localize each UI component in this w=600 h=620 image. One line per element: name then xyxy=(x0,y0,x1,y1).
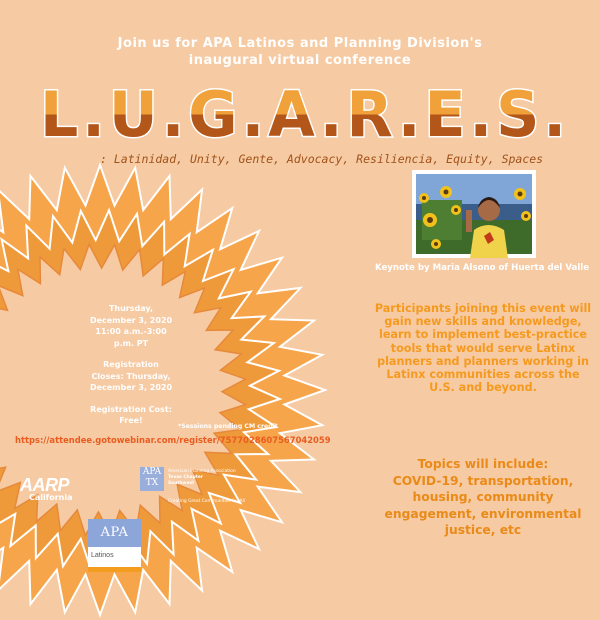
reg-line-3: December 3, 2020 xyxy=(89,383,173,392)
apa-latinos-logo xyxy=(88,519,141,572)
apa-tx-line-1: American Planning Association xyxy=(168,469,236,474)
apa-tx-line-3: Southwest xyxy=(168,481,195,486)
cost-line-2: Free! xyxy=(119,416,143,425)
date-line-2: December 3, 2020 xyxy=(89,315,173,325)
keynote-photo xyxy=(412,170,536,258)
event-date xyxy=(66,303,196,349)
aarp-sub: California xyxy=(29,493,73,502)
intro-line-2: inaugural virtual conference xyxy=(188,53,412,68)
event-info xyxy=(66,303,196,437)
topics-section xyxy=(372,456,594,539)
intro-line-1: Join us for APA Latinos and Planning Division's xyxy=(117,36,483,51)
time-line-1: 11:00 a.m.-3:00 xyxy=(95,327,167,336)
sunflower-photo-image xyxy=(412,170,536,258)
apa-latinos-mark: APA xyxy=(88,519,141,547)
registration-cost xyxy=(66,404,196,427)
title-text: L.U.G.A.R.E.S. xyxy=(40,78,570,151)
apa-tx-line-2: Texas Chapter xyxy=(168,475,204,480)
registration-link[interactable]: https://attendee.gotowebinar.com/register/7577028607567042059 xyxy=(15,435,331,445)
aarp-logo xyxy=(20,475,73,502)
subtitle: : Latinidad, Unity, Gente, Advocacy, Resiliencia, Equity, Spaces xyxy=(100,152,544,166)
reg-line-2: Closes: Thursday, xyxy=(91,371,171,381)
conference-title xyxy=(25,74,585,154)
apa-tx-line-4: Creating Great Communities for All xyxy=(168,499,245,504)
apa-texas-logo xyxy=(140,467,270,515)
time-line-2: p.m. PT xyxy=(113,338,149,348)
aarp-mark: AARP xyxy=(20,475,70,495)
cost-line-1: Registration Cost: xyxy=(90,404,172,414)
apa-latinos-label: Latinos xyxy=(91,552,114,559)
participants-description: Participants joining this event will gain new skills and knowledge, learn to implement best-practice tools that would serve Latinx planners and planners working in Latinx communities across the U.S. and beyond. xyxy=(374,302,592,395)
date-line-1: Thursday, xyxy=(108,304,154,313)
registration-deadline xyxy=(66,359,196,394)
topics-heading: Topics will include: xyxy=(417,457,549,471)
keynote-caption: Keynote by Maria Alsono of Huerta del Valle xyxy=(374,263,590,273)
intro-text xyxy=(40,35,560,69)
topics-list: COVID-19, transportation, housing, community engagement, environmental justice, etc xyxy=(384,473,582,537)
apa-latinos-bar xyxy=(88,567,141,572)
reg-line-1: Registration xyxy=(103,360,159,369)
cm-credit-note: *Sessions pending CM credit xyxy=(178,423,278,430)
apa-tx-box: APA TX xyxy=(140,467,164,491)
